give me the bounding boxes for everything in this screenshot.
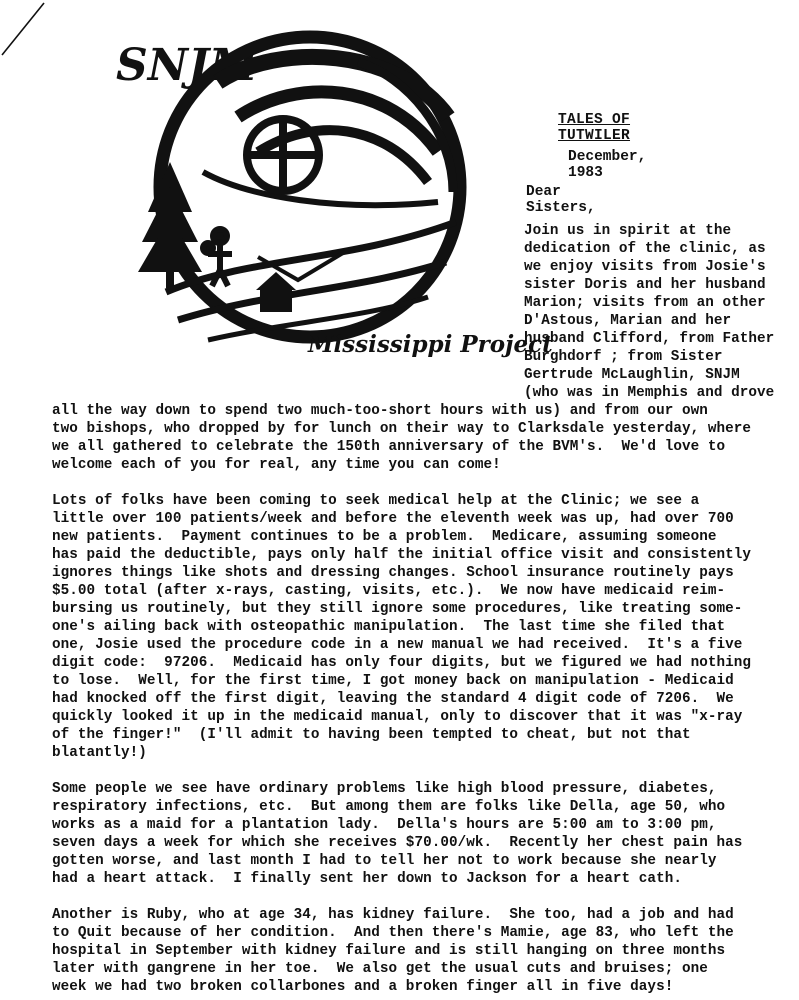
pine-tree-icon	[138, 162, 202, 288]
text-line: ignores things like shots and dressing changes. School insurance routinely pays	[52, 565, 734, 581]
text-line: works as a maid for a plantation lady. Della's hours are 5:00 am to 3:00 pm,	[52, 817, 717, 833]
newsletter-title: TALES OF TUTWILER	[558, 112, 631, 144]
text-line: bursing us routinely, but they still ignore some procedures, like treating some-	[52, 601, 743, 617]
text-line: Join us in spirit at the	[524, 223, 732, 239]
text-line: one, Josie used the procedure code in a new manual we had received. It's a five	[52, 637, 743, 653]
logo-acronym: SNJM	[116, 40, 258, 91]
stray-pen-mark	[0, 0, 60, 60]
text-line: sister Doris and her husband	[524, 277, 766, 293]
cross-circle-icon	[247, 119, 319, 191]
text-line: respiratory infections, etc. But among them are folks like Della, age 50, who	[52, 799, 726, 815]
text-line: little over 100 patients/week and before the eleventh week was up, had over 700	[52, 511, 734, 527]
text-line: had knocked off the first digit, leaving the standard 4 digit code of 7206. We	[52, 691, 734, 707]
salutation: Dear Sisters,	[526, 184, 596, 216]
snjm-logo	[108, 22, 553, 358]
text-line: hospital in September with kidney failure and is still hanging on three months	[52, 943, 726, 959]
text-line: quickly looked it up in the medicaid manual, only to discover that it was "x-ray	[52, 709, 743, 725]
text-line: dedication of the clinic, as	[524, 241, 766, 257]
house-icon	[256, 272, 296, 312]
text-line: new patients. Payment continues to be a problem. Medicare, assuming someone	[52, 529, 717, 545]
text-line: had a heart attack. I finally sent her down to Jackson for a heart cath.	[52, 871, 682, 887]
text-line: week we had two broken collarbones and a broken finger all in five days!	[52, 979, 674, 995]
text-line: all the way down to spend two much-too-short hours with us) and from our own	[52, 403, 708, 419]
text-line: to Quit because of her condition. And then there's Mamie, age 83, who left the	[52, 925, 734, 941]
logo-caption: Mississippi Project	[308, 331, 553, 358]
text-line: one's ailing back with osteopathic manipulation. The last time she filed that	[52, 619, 726, 635]
text-line: (who was in Memphis and drove	[524, 385, 775, 401]
text-line: seven days a week for which she receives $70.00/wk. Recently her chest pain has	[52, 835, 743, 851]
text-line: later with gangrene in her toe. We also get the usual cuts and bruises; one	[52, 961, 708, 977]
text-line: we enjoy visits from Josie's	[524, 259, 766, 275]
text-line: Marion; visits from an other	[524, 295, 766, 311]
text-line: to lose. Well, for the first time, I got money back on manipulation - Medicaid	[52, 673, 734, 689]
text-line: Burghdorf ; from Sister	[524, 349, 723, 365]
letter-date: December, 1983	[568, 149, 647, 181]
text-line: Another is Ruby, who at age 34, has kidney failure. She too, had a job and had	[52, 907, 734, 923]
text-line: we all gathered to celebrate the 150th anniversary of the BVM's. We'd love to	[52, 439, 726, 455]
landscape-hills-icon	[166, 222, 456, 340]
text-line: welcome each of you for real, any time you can come!	[52, 457, 501, 473]
text-line: Gertrude McLaughlin, SNJM	[524, 367, 740, 383]
text-line: gotten worse, and last month I had to tell her not to work because she nearly	[52, 853, 717, 869]
text-line: digit code: 97206. Medicaid has only four digits, but we figured we had nothing	[52, 655, 751, 671]
text-line: Lots of folks have been coming to seek medical help at the Clinic; we see a	[52, 493, 700, 509]
text-line: D'Astous, Marian and her	[524, 313, 732, 329]
text-line: blatantly!)	[52, 745, 147, 761]
text-line: husband Clifford, from Father	[524, 331, 775, 347]
text-line: $5.00 total (after x-rays, casting, visits, etc.). We now have medicaid reim-	[52, 583, 726, 599]
text-line: Some people we see have ordinary problems like high blood pressure, diabetes,	[52, 781, 717, 797]
text-line: has paid the deductible, pays only half the initial office visit and consistently	[52, 547, 751, 563]
text-line: of the finger!" (I'll admit to having been tempted to cheat, but not that	[52, 727, 691, 743]
text-line: two bishops, who dropped by for lunch on their way to Clarksdale yesterday, where	[52, 421, 751, 437]
